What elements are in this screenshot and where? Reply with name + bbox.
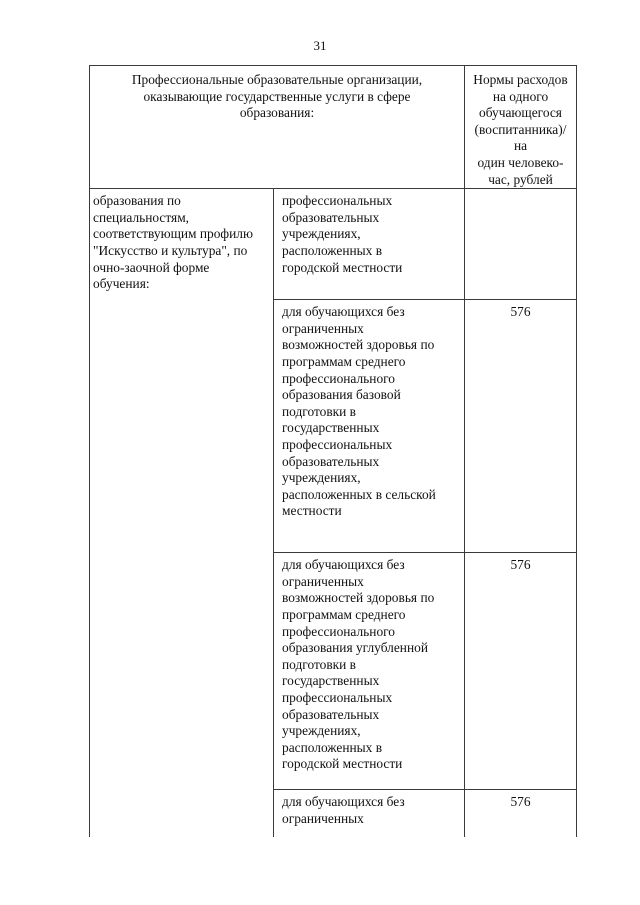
table-header-row (90, 66, 577, 189)
header-norms-text: Нормы расходов на одного обучающегося (воспитанника)/на один человеко- час, рублей (473, 72, 568, 187)
description-cell (274, 790, 465, 837)
header-norms (465, 66, 577, 189)
header-organizations-text: Профессиональные образовательные организации, оказывающие государственные услуги в сфере образования: (131, 72, 423, 121)
description-text: для обучающихся без ограниченных возможностей здоровья по программам среднего профессионального образования базовой подготовки в государственных профессиональных образовательных учреждениях, расположенных в сельской местности (282, 304, 436, 519)
norms-table (89, 65, 577, 837)
category-cell (90, 189, 274, 837)
table-row (90, 189, 577, 300)
description-cell (274, 300, 465, 553)
category-text: образования по специальностям, соответствующим профилю "Искусство и культура", по очно-заочной форме обучения: (93, 193, 253, 292)
norm-value: 576 (510, 794, 531, 810)
norm-cell (465, 300, 577, 553)
norm-cell (465, 189, 577, 300)
page-number: 31 (313, 38, 327, 53)
norm-value: 576 (510, 557, 531, 573)
description-cell (274, 553, 465, 790)
norm-cell (465, 553, 577, 790)
description-text: для обучающихся без ограниченных возможностей здоровья по программам среднего профессионального образования углубленной подготовки в государственных профессиональных образовательных учреждениях, расположенных в городской местности (282, 557, 435, 772)
norm-value: 576 (510, 304, 531, 320)
description-cell (274, 189, 465, 300)
header-organizations (90, 66, 465, 189)
norm-cell (465, 790, 577, 837)
description-text: для обучающихся без ограниченных (282, 794, 405, 826)
description-text: профессиональных образовательных учреждениях, расположенных в городской местности (282, 193, 403, 275)
